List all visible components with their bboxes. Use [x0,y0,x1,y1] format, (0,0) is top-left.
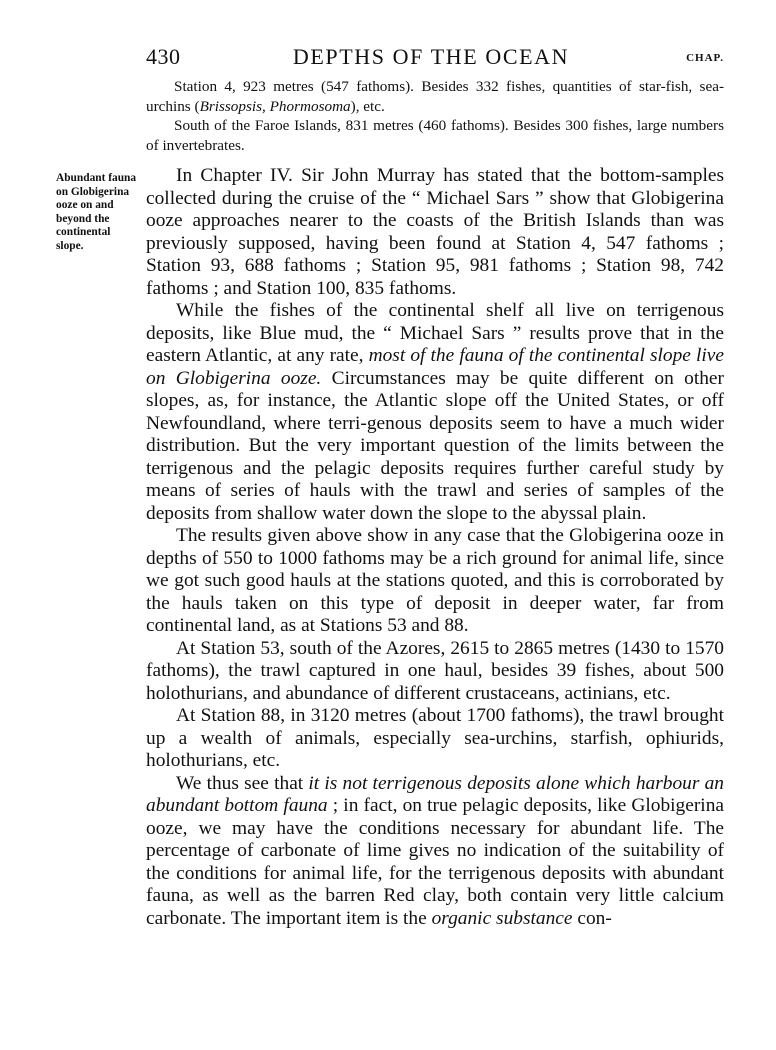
paragraph: In Chapter IV. Sir John Murray has stated that the bottom-samples collected during the cruise of the “ Michael Sars ” show that Globigerina ooze approaches nearer to the coasts of the British Islands than was previously supposed, having been found at Station 4, 547 fathoms ; Station 93, 688 fathoms ; Station 95, 981 fathoms ; Station 98, 742 fathoms ; and Station 100, 835 fathoms. [146,165,724,299]
margin-note: Abundant fauna on Globigerina ooze on and beyond the continental slope. [56,172,137,252]
paragraph: While the fishes of the continental shelf all live on terrigenous deposits, like Blue mud, the “ Michael Sars ” results prove that in the eastern Atlantic, at any rate, most of the fauna of the continental slope live on Globigerina ooze. Circumstances may be quite different on other slopes, as, for instance, the Atlantic slope off the United States, or off Newfoundland, where terri-genous deposits seem to have a much wider distribution. But the very important question of the limits between the terrigenous and the pelagic deposits requires further careful study by means of series of hauls with the trawl and series of samples of the deposits from shallow water down the slope to the abyssal plain. [146,300,724,524]
body-text [146,165,724,930]
page-header [0,44,776,76]
station-note: South of the Faroe Islands, 831 metres (460 fathoms). Besides 300 fishes, large numbers of invertebrates. [146,117,724,154]
running-title: DEPTHS OF THE OCEAN [292,44,570,69]
paragraph: At Station 88, in 3120 metres (about 1700 fathoms), the trawl brought up a wealth of animals, especially sea-urchins, starfish, ophiurids, holothurians, etc. [146,705,724,771]
paragraph: The results given above show in any case that the Globigerina ooze in depths of 550 to 1000 fathoms may be a rich ground for animal life, since we got such good hauls at the stations quoted, and this is corroborated by the hauls taken on this type of deposit in deeper water, far from continental land, as at Stations 53 and 88. [146,525,724,636]
chapter-abbrev: CHAP. [686,52,724,64]
paragraph: We thus see that it is not terrigenous deposits alone which harbour an abundant bottom fauna ; in fact, on true pelagic deposits, like Globigerina ooze, we may have the conditions necessary for abundant life. The percentage of carbonate of lime gives no indication of the suitability of the conditions for animal life, for the terrigenous deposits with abundant fauna, as well as the barren Red clay, both contain very little calcium carbonate. The important item is the organic substance con- [146,772,724,929]
station-note: Station 4, 923 metres (547 fathoms). Besides 332 fishes, quantities of star-fish, sea-urchins (Brissopsis, Phormosoma), etc. [146,78,724,115]
paragraph: At Station 53, south of the Azores, 2615 to 2865 metres (1430 to 1570 fathoms), the trawl captured in one haul, besides 39 fishes, about 500 holothurians, and abundance of different crustaceans, actinians, etc. [146,637,724,704]
station-notes [146,77,724,155]
page-number: 430 [146,44,181,69]
